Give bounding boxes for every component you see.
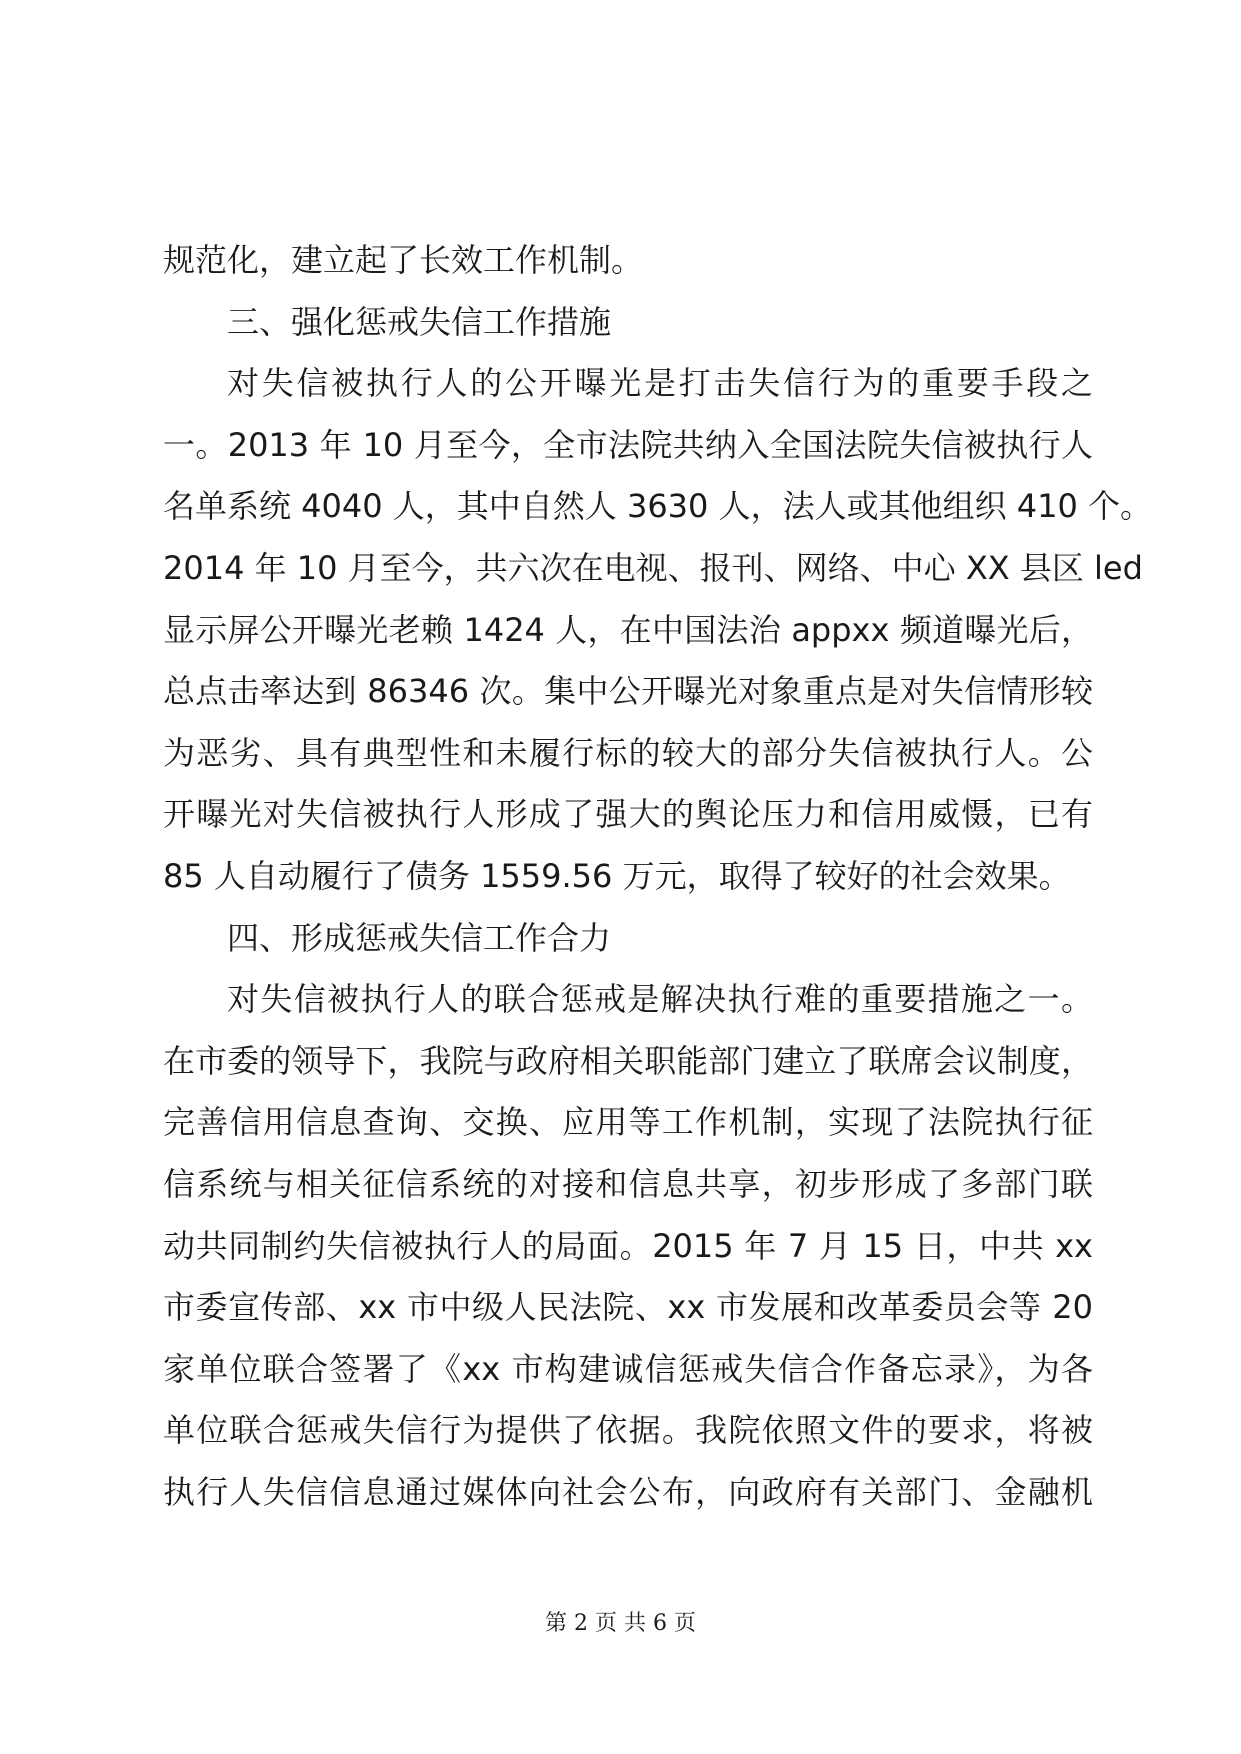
- text-line: 对失信被执行人的联合惩戒是解决执行难的重要措施之一。: [227, 980, 1093, 1019]
- text-line: 执行人失信信息通过媒体向社会公布，向政府有关部门、金融机: [163, 1472, 1093, 1511]
- text-line: 信系统与相关征信系统的对接和信息共享，初步形成了多部门联: [163, 1164, 1093, 1203]
- page-number: 第 2 页 共 6 页: [545, 1611, 696, 1636]
- section-heading: 四、形成惩戒失信工作合力: [227, 918, 612, 957]
- text-line: 家单位联合签署了《xx 市构建诚信惩戒失信合作备忘录》，为各: [163, 1349, 1093, 1388]
- text-line: 85 人自动履行了债务 1559.56 万元，取得了较好的社会效果。: [163, 856, 1071, 895]
- section-heading: 三、强化惩戒失信工作措施: [227, 302, 612, 341]
- document-body: [163, 230, 1152, 1523]
- text-line: 对失信被执行人的公开曝光是打击失信行为的重要手段之: [227, 364, 1093, 403]
- text-line: 名单系统 4040 人，其中自然人 3630 人，法人或其他组织 410 个。: [163, 487, 1152, 526]
- text-line: 动共同制约失信被执行人的局面。2015 年 7 月 15 日，中共 xx: [163, 1226, 1093, 1265]
- text-line: 显示屏公开曝光老赖 1424 人，在中国法治 appxx 频道曝光后，: [163, 610, 1093, 649]
- text-line: 完善信用信息查询、交换、应用等工作机制，实现了法院执行征: [163, 1103, 1093, 1142]
- text-line: 一。2013 年 10 月至今，全市法院共纳入全国法院失信被执行人: [163, 425, 1093, 464]
- text-line: 为恶劣、具有典型性和未履行标的较大的部分失信被执行人。公: [163, 733, 1093, 772]
- text-line: 2014 年 10 月至今，共六次在电视、报刊、网络、中心 XX 县区 led: [163, 548, 1143, 587]
- text-line: 在市委的领导下，我院与政府相关职能部门建立了联席会议制度，: [163, 1041, 1093, 1080]
- text-line: 单位联合惩戒失信行为提供了依据。我院依照文件的要求，将被: [163, 1411, 1093, 1450]
- text-line: 规范化，建立起了长效工作机制。: [163, 241, 644, 279]
- text-line: 开曝光对失信被执行人形成了强大的舆论压力和信用威慑，已有: [163, 795, 1093, 834]
- text-line: 总点击率达到 86346 次。集中公开曝光对象重点是对失信情形较: [163, 672, 1093, 711]
- text-line: 市委宣传部、xx 市中级人民法院、xx 市发展和改革委员会等 20: [163, 1288, 1093, 1327]
